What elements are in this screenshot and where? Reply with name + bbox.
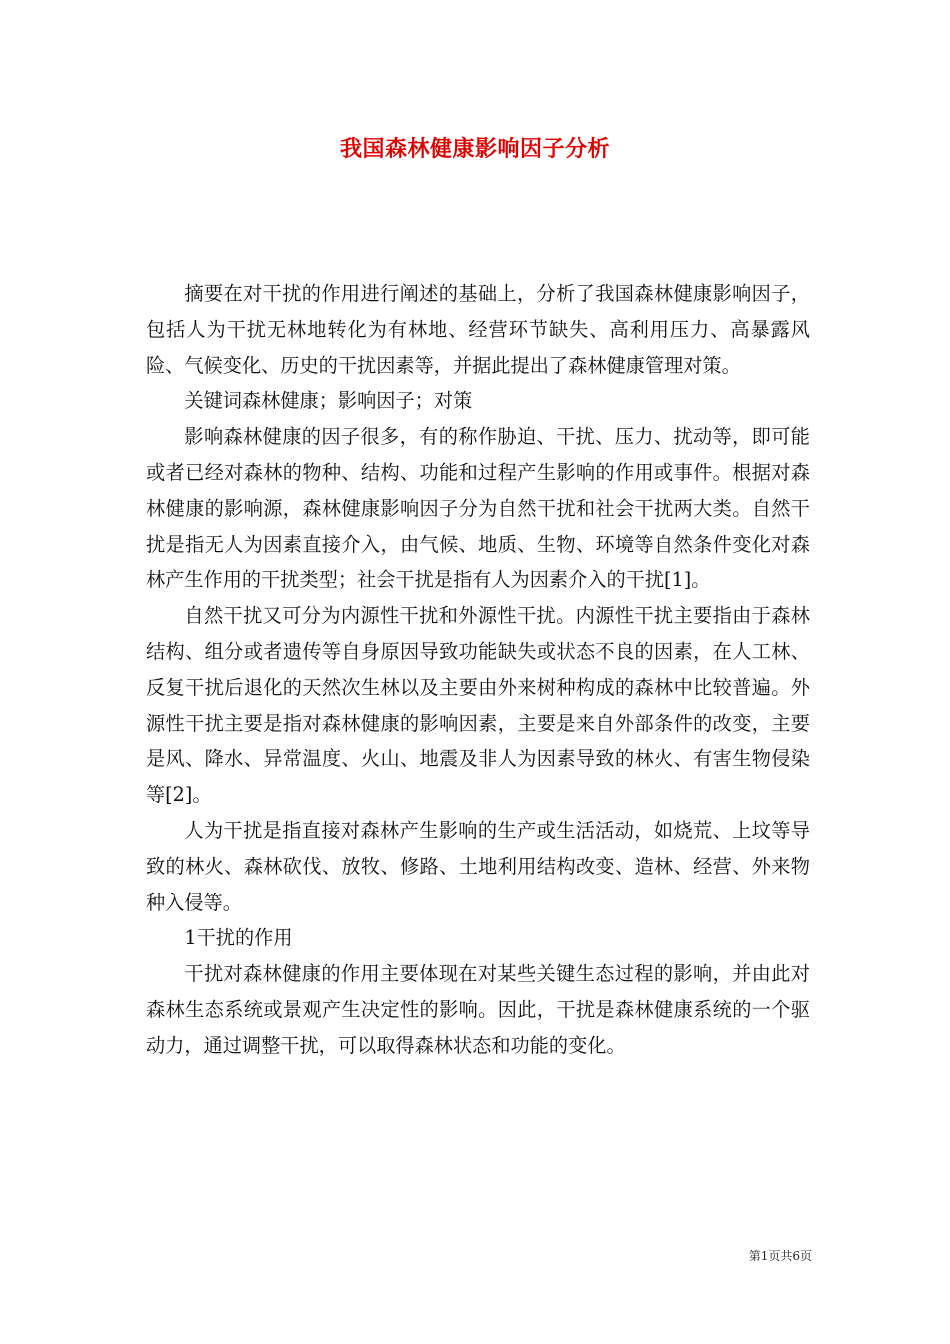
document-title: 我国森林健康影响因子分析 [339, 136, 610, 162]
body-paragraph: 自然干扰又可分为内源性干扰和外源性干扰。内源性干扰主要指由于森林结构、组分或者遗传等自身原因导致功能缺失或状态不良的因素，在人工林、反复干扰后退化的天然次生林以及主要由外来树种构成的森林中比较普遍。外源性干扰主要是指对森林健康的影响因素，主要是来自外部条件的改变，主要是风、降水、异常温度、火山、地震及非人为因素导致的林火、有害生物侵染等[2]。 [146, 604, 810, 807]
section-heading: 1干扰的作用 [184, 926, 293, 950]
document-body [146, 276, 810, 1064]
abstract-paragraph: 摘要在对干扰的作用进行阐述的基础上，分析了我国森林健康影响因子，包括人为干扰无林地转化为有林地、经营环节缺失、高利用压力、高暴露风险、气候变化、历史的干扰因素等，并据此提出了森林健康管理对策。 [146, 282, 810, 377]
keywords-paragraph: 关键词森林健康；影响因子；对策 [184, 389, 473, 413]
body-paragraph: 干扰对森林健康的作用主要体现在对某些关键生态过程的影响，并由此对森林生态系统或景观产生决定性的影响。因此，干扰是森林健康系统的一个驱动力，通过调整干扰，可以取得森林状态和功能的变化。 [146, 962, 810, 1057]
body-paragraph: 影响森林健康的因子很多，有的称作胁迫、干扰、压力、扰动等，即可能或者已经对森林的物种、结构、功能和过程产生影响的作用或事件。根据对森林健康的影响源，森林健康影响因子分为自然干扰和社会干扰两大类。自然干扰是指无人为因素直接介入，由气候、地质、生物、环境等自然条件变化对森林产生作用的干扰类型；社会干扰是指有人为因素介入的干扰[1]。 [146, 425, 810, 592]
body-paragraph: 人为干扰是指直接对森林产生影响的生产或生活活动，如烧荒、上坟等导致的林火、森林砍伐、放牧、修路、土地利用结构改变、造林、经营、外来物种入侵等。 [146, 818, 810, 914]
page-number: 第1页共6页 [748, 1249, 812, 1263]
